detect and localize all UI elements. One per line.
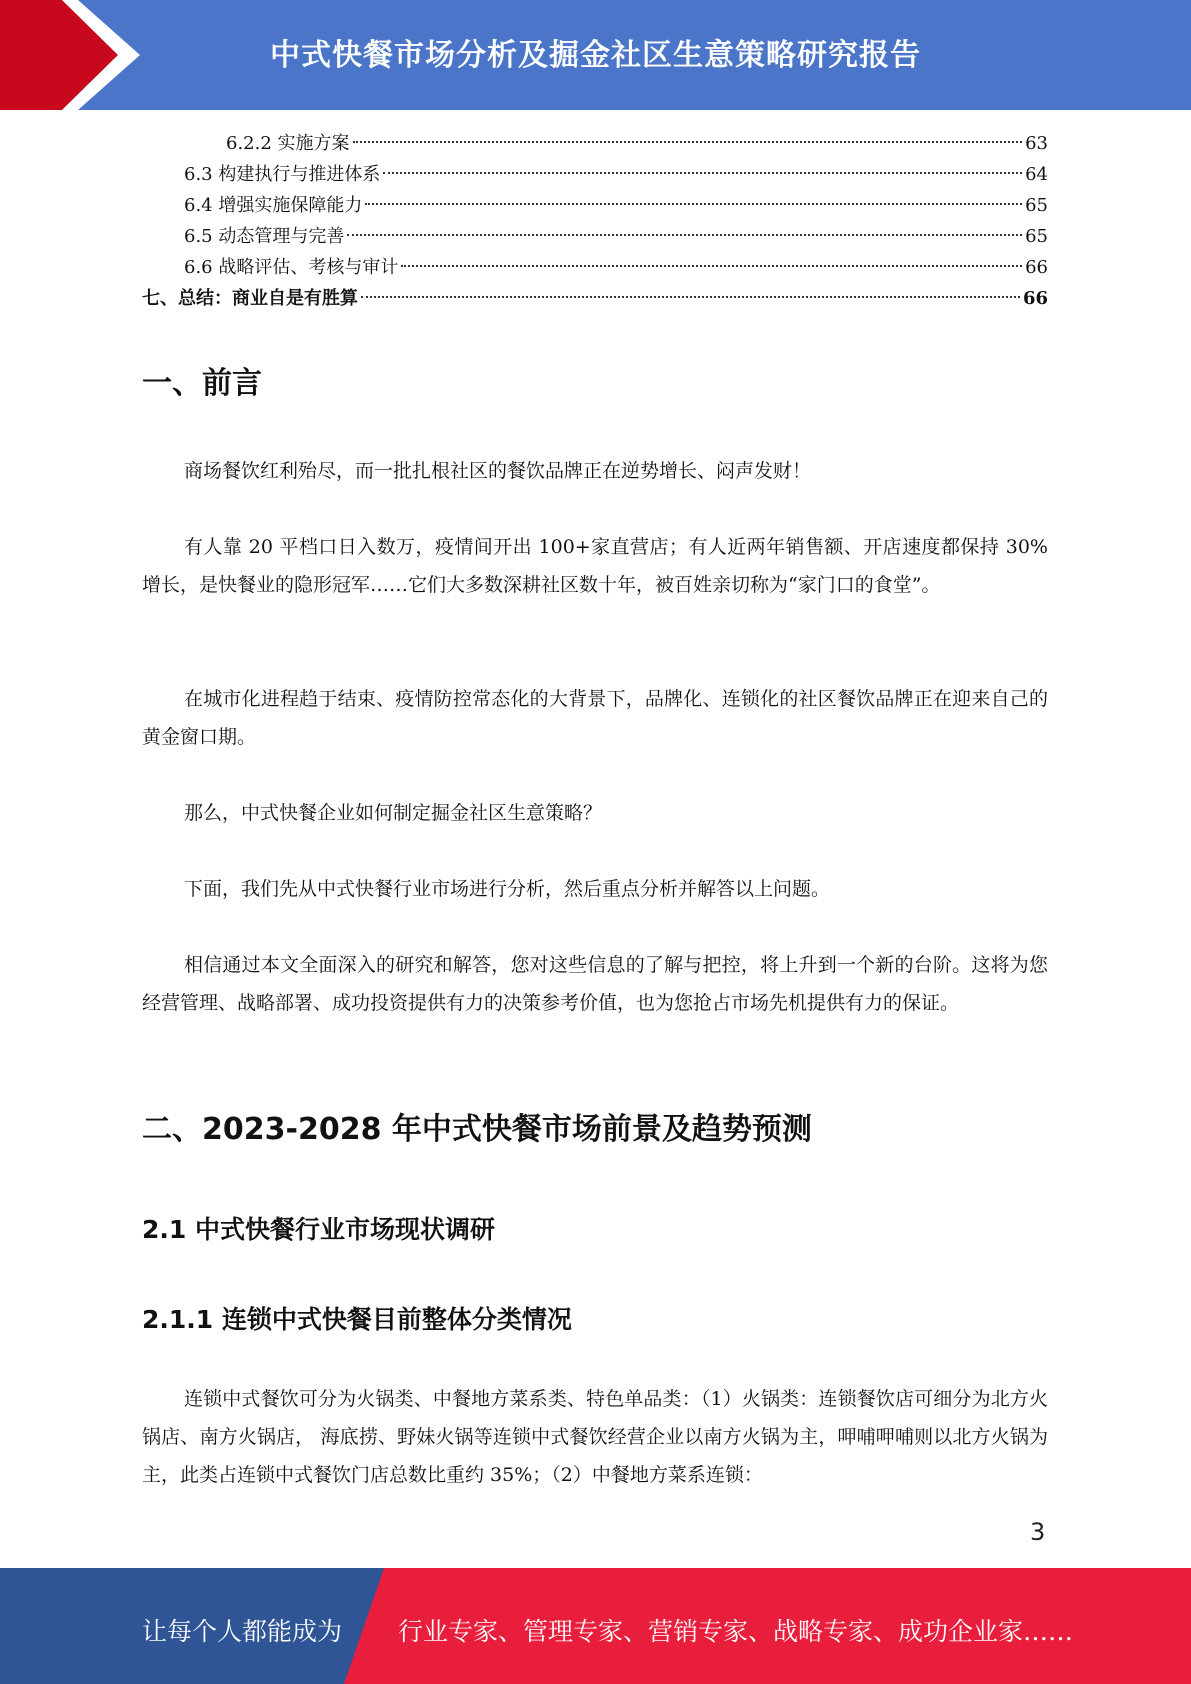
page-footer (0, 1568, 1191, 1684)
header-title: 中式快餐市场分析及掘金社区生意策略研究报告 (270, 38, 921, 73)
toc-entry-label: 6.4 增强实施保障能力 (184, 195, 363, 216)
toc-entry-page: 65 (1025, 195, 1048, 216)
toc-leader-dots (361, 296, 1020, 298)
toc-entry-page: 64 (1025, 164, 1048, 185)
toc-entry-label: 6.3 构建执行与推进体系 (184, 164, 381, 185)
toc-entry[interactable] (142, 252, 1048, 283)
toc-leader-dots (383, 172, 1022, 174)
toc-entry[interactable] (142, 159, 1048, 190)
toc-entry-label: 七、总结：商业自是有胜算 (142, 288, 358, 309)
toc-entry[interactable] (142, 221, 1048, 252)
body-paragraph: 那么，中式快餐企业如何制定掘金社区生意策略？ (184, 802, 603, 824)
toc-entry-page: 63 (1025, 133, 1048, 154)
toc-entry-page: 66 (1022, 288, 1048, 309)
toc-leader-dots (347, 234, 1022, 236)
subsection-heading: 2.1.1 连锁中式快餐目前整体分类情况 (142, 1305, 572, 1334)
toc-entry[interactable] (142, 128, 1048, 159)
toc-entry-page: 65 (1025, 226, 1048, 247)
body-paragraph: 商场餐饮红利殆尽，而一批扎根社区的餐饮品牌正在逆势增长、闷声发财！ (184, 460, 812, 482)
page-number: 3 (1030, 1518, 1046, 1546)
page-header (0, 0, 1191, 110)
body-paragraph: 相信通过本文全面深入的研究和解答，您对这些信息的了解与把控，将上升到一个新的台阶。这将为您经营管理、战略部署、成功投资提供有力的决策参考价值，也为您抢占市场先机提供有力的保证。 (142, 954, 1048, 1014)
table-of-contents (142, 128, 1048, 314)
toc-leader-dots (353, 141, 1023, 143)
body-paragraph: 下面，我们先从中式快餐行业市场进行分析，然后重点分析并解答以上问题。 (184, 878, 831, 900)
toc-entry-label: 6.5 动态管理与完善 (184, 226, 345, 247)
toc-entry-label: 6.6 战略评估、考核与审计 (184, 257, 399, 278)
toc-entry-label: 6.2.2 实施方案 (226, 133, 350, 154)
footer-slogan-left: 让每个人都能成为 (142, 1617, 343, 1646)
toc-entry[interactable] (142, 283, 1048, 314)
toc-entry[interactable] (142, 190, 1048, 221)
body-paragraph: 连锁中式餐饮可分为火锅类、中餐地方菜系类、特色单品类：（1）火锅类：连锁餐饮店可细分为北方火锅店、南方火锅店， 海底捞、野妹火锅等连锁中式餐饮经营企业以南方火锅为主，呷哺呷哺则以北方火锅为主，此类占连锁中式餐饮门店总数比重约 35%；（2）中餐地方菜系连锁： (142, 1388, 1048, 1486)
toc-entry-page: 66 (1025, 257, 1048, 278)
header-arrow-decoration (0, 0, 160, 110)
body-paragraph: 在城市化进程趋于结束、疫情防控常态化的大背景下，品牌化、连锁化的社区餐饮品牌正在迎来自己的黄金窗口期。 (142, 688, 1048, 748)
body-paragraph: 有人靠 20 平档口日入数万，疫情间开出 100+家直营店；有人近两年销售额、开店速度都保持 30%增长，是快餐业的隐形冠军……它们大多数深耕社区数十年，被百姓亲切称为“家门口的食堂”。 (142, 536, 1048, 596)
subsection-heading: 2.1 中式快餐行业市场现状调研 (142, 1215, 495, 1244)
toc-leader-dots (365, 203, 1022, 205)
toc-leader-dots (401, 265, 1022, 267)
section-heading-preface: 一、前言 (142, 366, 262, 401)
footer-slogan-right: 行业专家、管理专家、营销专家、战略专家、成功企业家…… (398, 1617, 1074, 1646)
section-heading-forecast: 二、2023-2028 年中式快餐市场前景及趋势预测 (142, 1112, 812, 1147)
